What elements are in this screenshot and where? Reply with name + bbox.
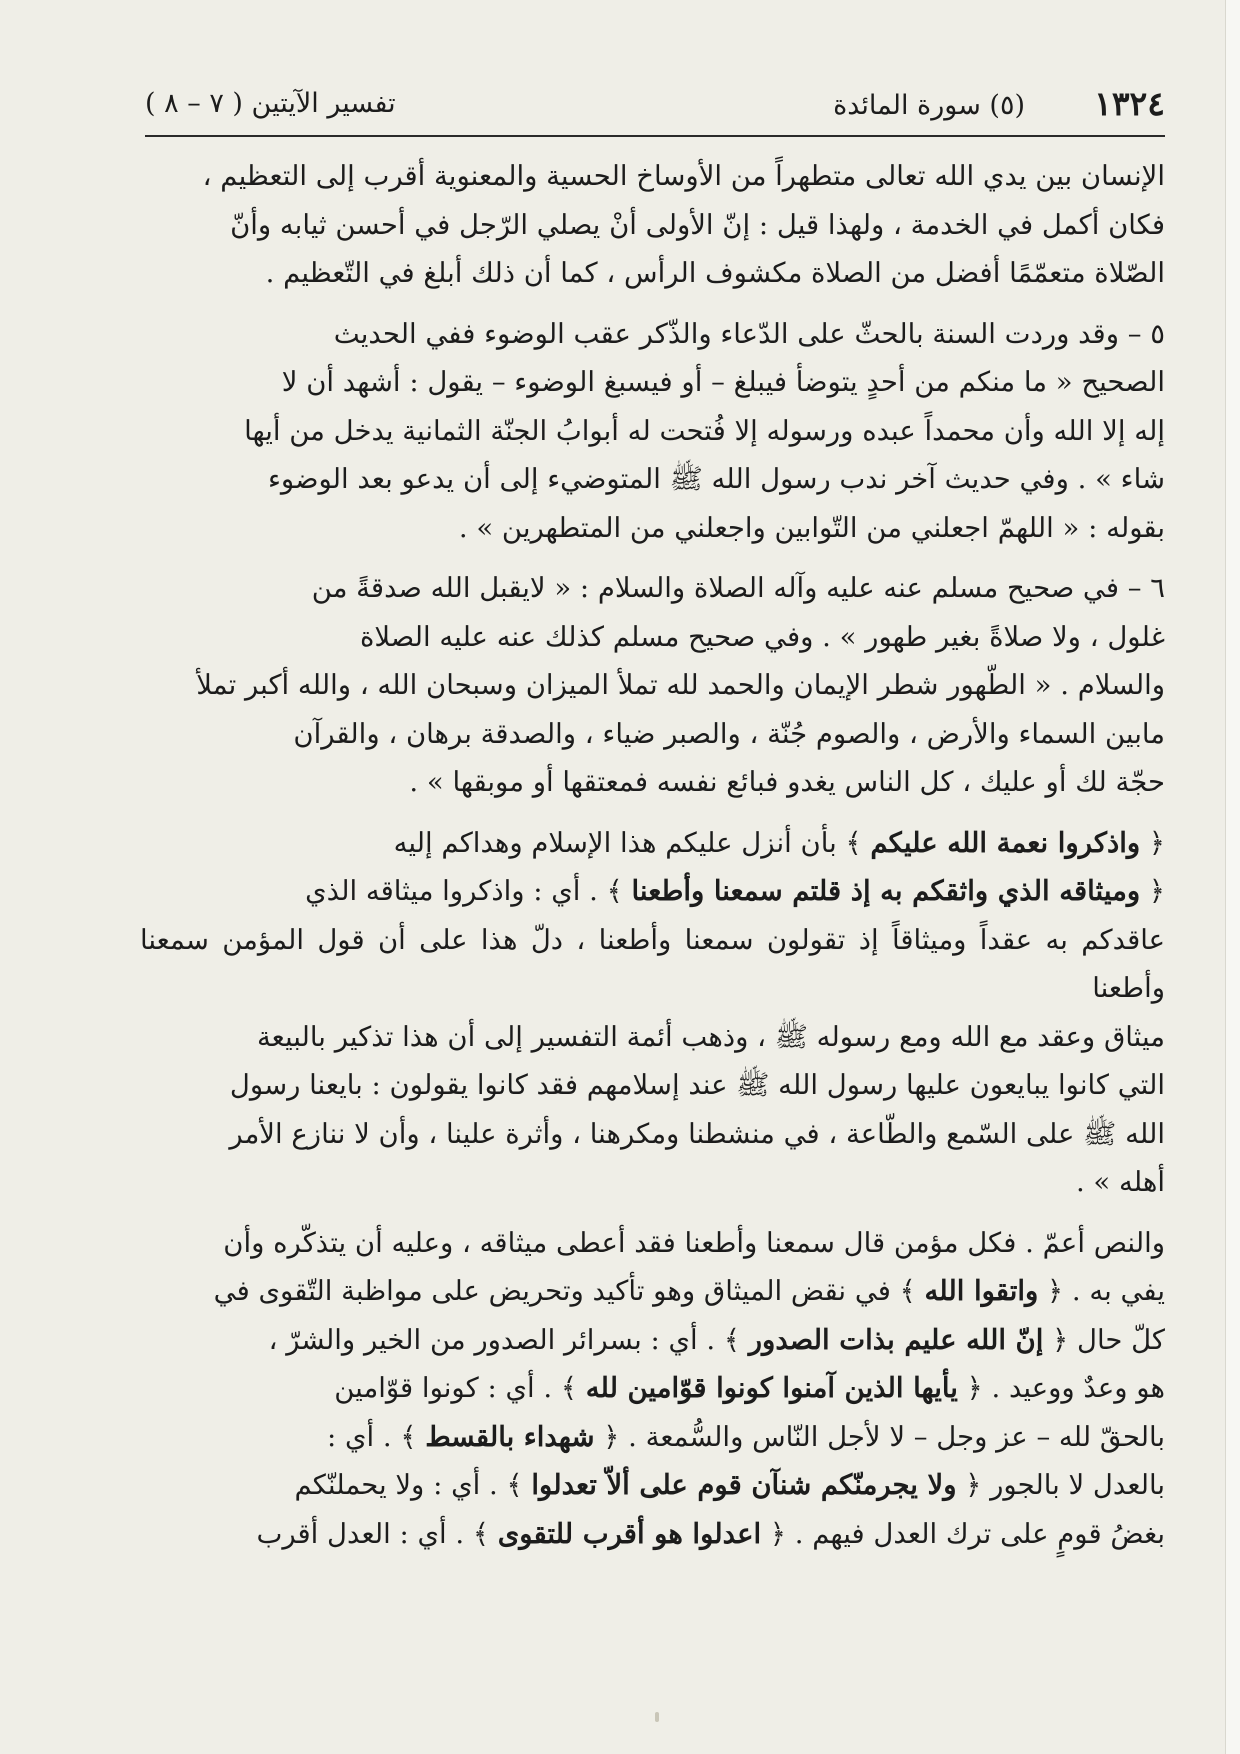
- quran-quote: شهداء بالقسط: [425, 1420, 595, 1453]
- paragraph: [140, 310, 1165, 553]
- text-segment: . أي : العدل أقرب: [256, 1517, 473, 1550]
- text-line: [140, 661, 1165, 710]
- ornate-bracket: ﴾: [472, 1517, 498, 1550]
- text-segment: ميثاق وعقد مع الله ومع رسوله ﷺ ، وذهب أئمة التفسير إلى أن هذا تذكير بالبيعة: [256, 1020, 1165, 1053]
- ornate-bracket: ﴿: [761, 1517, 787, 1550]
- text-line: [140, 310, 1165, 359]
- text-segment: والنص أعمّ . فكل مؤمن قال سمعنا وأطعنا فقد أعطى ميثاقه ، وعليه أن يتذكّره وأن: [223, 1226, 1165, 1259]
- text-line: [140, 455, 1165, 504]
- ornate-bracket: ﴿: [594, 1420, 620, 1453]
- text-segment: بأن أنزل عليكم هذا الإسلام وهداكم إليه: [393, 826, 846, 859]
- text-line: [140, 1267, 1165, 1316]
- text-line: [140, 249, 1165, 298]
- text-segment: بالحقّ لله – عز وجل – لا لأجل النّاس والسُّمعة .: [619, 1420, 1165, 1453]
- text-line: [140, 710, 1165, 759]
- text-line: [140, 1219, 1165, 1268]
- text-segment: يفي به .: [1063, 1275, 1165, 1307]
- quran-quote: واذكروا نعمة الله عليكم: [870, 826, 1141, 859]
- text-segment: . أي : واذكروا ميثاقه الذي: [305, 875, 607, 907]
- section-title: تفسير الآيتين ( ٧ – ٨ ): [145, 88, 396, 119]
- ornate-bracket: ﴿: [1140, 875, 1165, 907]
- text-line: [140, 1061, 1165, 1110]
- ornate-bracket: ﴿: [1038, 1275, 1064, 1307]
- text-line: [140, 1013, 1165, 1062]
- page-body: [140, 152, 1165, 1570]
- text-segment: غلول ، ولا صلاةً بغير طهور » . وفي صحيح مسلم كذلك عنه عليه الصلاة: [359, 620, 1165, 653]
- quran-quote: إنّ الله عليم بذات الصدور: [748, 1323, 1044, 1356]
- ornate-bracket: ﴾: [400, 1420, 426, 1453]
- text-segment: إله إلا الله وأن محمداً عبده ورسوله إلا فُتحت له أبوابُ الجنّة الثمانية يدخل من أيها: [244, 414, 1165, 447]
- text-segment: الصّلاة متعمّمًا أفضل من الصلاة مكشوف الرأس ، كما أن ذلك أبلغ في التّعظيم .: [265, 257, 1165, 289]
- text-segment: أهله » .: [1075, 1166, 1165, 1198]
- text-segment: والسلام . « الطّهور شطر الإيمان والحمد لله تملأ الميزان وسبحان الله ، والله أكبر تملأ: [196, 669, 1165, 701]
- paragraph: [140, 564, 1165, 807]
- text-segment: . أي : كونوا قوّامين: [334, 1372, 561, 1404]
- text-line: [140, 758, 1165, 807]
- header-rule: [145, 135, 1165, 137]
- text-line: [140, 152, 1165, 201]
- quran-quote: اعدلوا هو أقرب للتقوى: [497, 1517, 762, 1550]
- quran-quote: واتقوا الله: [924, 1275, 1039, 1307]
- page-number: ١٣٢٤: [1094, 84, 1165, 123]
- text-line: [140, 1364, 1165, 1413]
- text-segment: مابين السماء والأرض ، والصوم جُنّة ، والصبر ضياء ، والصدقة برهان ، والقرآن: [293, 717, 1165, 750]
- text-segment: فكان أكمل في الخدمة ، ولهذا قيل : إنّ الأولى أنْ يصلي الرّجل في أحسن ثيابه وأنّ: [230, 208, 1165, 241]
- text-line: [140, 1316, 1165, 1365]
- ornate-bracket: ﴿: [1140, 826, 1165, 859]
- ornate-bracket: ﴾: [560, 1372, 586, 1404]
- text-segment: في نقض الميثاق وهو تأكيد وتحريض على مواظبة التّقوى في: [213, 1275, 900, 1307]
- quran-quote: يأيها الذين آمنوا كونوا قوّامين لله: [585, 1372, 958, 1404]
- ornate-bracket: ﴾: [723, 1323, 749, 1356]
- text-segment: بقوله : « اللهمّ اجعلني من التّوابين واجعلني من المتطهرين » .: [458, 511, 1165, 544]
- text-segment: كلّ حال: [1068, 1323, 1165, 1356]
- surah-label: (٥) سورة المائدة: [833, 90, 1025, 121]
- text-line: [140, 407, 1165, 456]
- text-line: [140, 1158, 1165, 1207]
- text-segment: التي كانوا يبايعون عليها رسول الله ﷺ عند إسلامهم فقد كانوا يقولون : بايعنا رسول: [229, 1069, 1165, 1101]
- text-segment: الإنسان بين يدي الله تعالى متطهراً من الأوساخ الحسية والمعنوية أقرب إلى التعظيم ،: [202, 160, 1165, 192]
- text-segment: عاقدكم به عقداً وميثاقاً إذ تقولون سمعنا وأطعنا ، دلّ هذا على أن قول المؤمن سمعنا وأطعنا: [140, 923, 1165, 1004]
- text-segment: حجّة لك أو عليك ، كل الناس يغدو فبائع نفسه فمعتقها أو موبقها » .: [409, 766, 1165, 798]
- text-line: [140, 1510, 1165, 1559]
- ornate-bracket: ﴿: [957, 1372, 983, 1404]
- text-segment: بالعدل لا بالجور: [981, 1469, 1165, 1501]
- text-segment: ٥ – وقد وردت السنة بالحثّ على الدّعاء والذّكر عقب الوضوء ففي الحديث: [333, 317, 1165, 350]
- paragraph: [140, 152, 1165, 298]
- ornate-bracket: ﴿: [956, 1469, 982, 1501]
- text-segment: هو وعدٌ ووعيد .: [982, 1372, 1165, 1404]
- ornate-bracket: ﴾: [606, 875, 632, 907]
- text-line: [140, 867, 1165, 916]
- text-line: [140, 613, 1165, 662]
- ornate-bracket: ﴾: [899, 1275, 925, 1307]
- page-edge: [1225, 0, 1240, 1754]
- text-line: [140, 819, 1165, 868]
- quran-quote: ولا يجرمنّكم شنآن قوم على ألاّ تعدلوا: [531, 1469, 957, 1501]
- page-speck: [655, 1712, 659, 1722]
- text-line: [140, 504, 1165, 553]
- ornate-bracket: ﴾: [506, 1469, 532, 1501]
- text-segment: بغضُ قومٍ على ترك العدل فيهم .: [786, 1517, 1165, 1550]
- text-segment: شاء » . وفي حديث آخر ندب رسول الله ﷺ المتوضيء إلى أن يدعو بعد الوضوء: [267, 463, 1165, 495]
- paragraph: [140, 819, 1165, 1207]
- ornate-bracket: ﴿: [1043, 1323, 1069, 1356]
- quran-quote: وميثاقه الذي واثقكم به إذ قلتم سمعنا وأطعنا: [631, 875, 1141, 907]
- text-line: [140, 358, 1165, 407]
- text-line: [140, 1110, 1165, 1159]
- text-segment: الصحيح « ما منكم من أحدٍ يتوضأ فيبلغ – أو فيسبغ الوضوء – يقول : أشهد أن لا: [281, 366, 1165, 398]
- text-segment: . أي : ولا يحملنّكم: [294, 1469, 507, 1501]
- text-line: [140, 1413, 1165, 1462]
- text-line: [140, 201, 1165, 250]
- text-segment: . أي :: [327, 1420, 401, 1453]
- text-line: [140, 916, 1165, 1013]
- text-segment: . أي : بسرائر الصدور من الخير والشرّ ،: [268, 1323, 724, 1356]
- ornate-bracket: ﴾: [845, 826, 871, 859]
- paragraph: [140, 1219, 1165, 1559]
- running-header: [145, 80, 1165, 132]
- text-segment: الله ﷺ على السّمع والطّاعة ، في منشطنا ومكرهنا ، وأثرة علينا ، وأن لا ننازع الأمر: [229, 1117, 1165, 1150]
- text-line: [140, 564, 1165, 613]
- text-segment: ٦ – في صحيح مسلم عنه عليه وآله الصلاة والسلام : « لايقبل الله صدقةً من: [311, 572, 1165, 604]
- text-line: [140, 1461, 1165, 1510]
